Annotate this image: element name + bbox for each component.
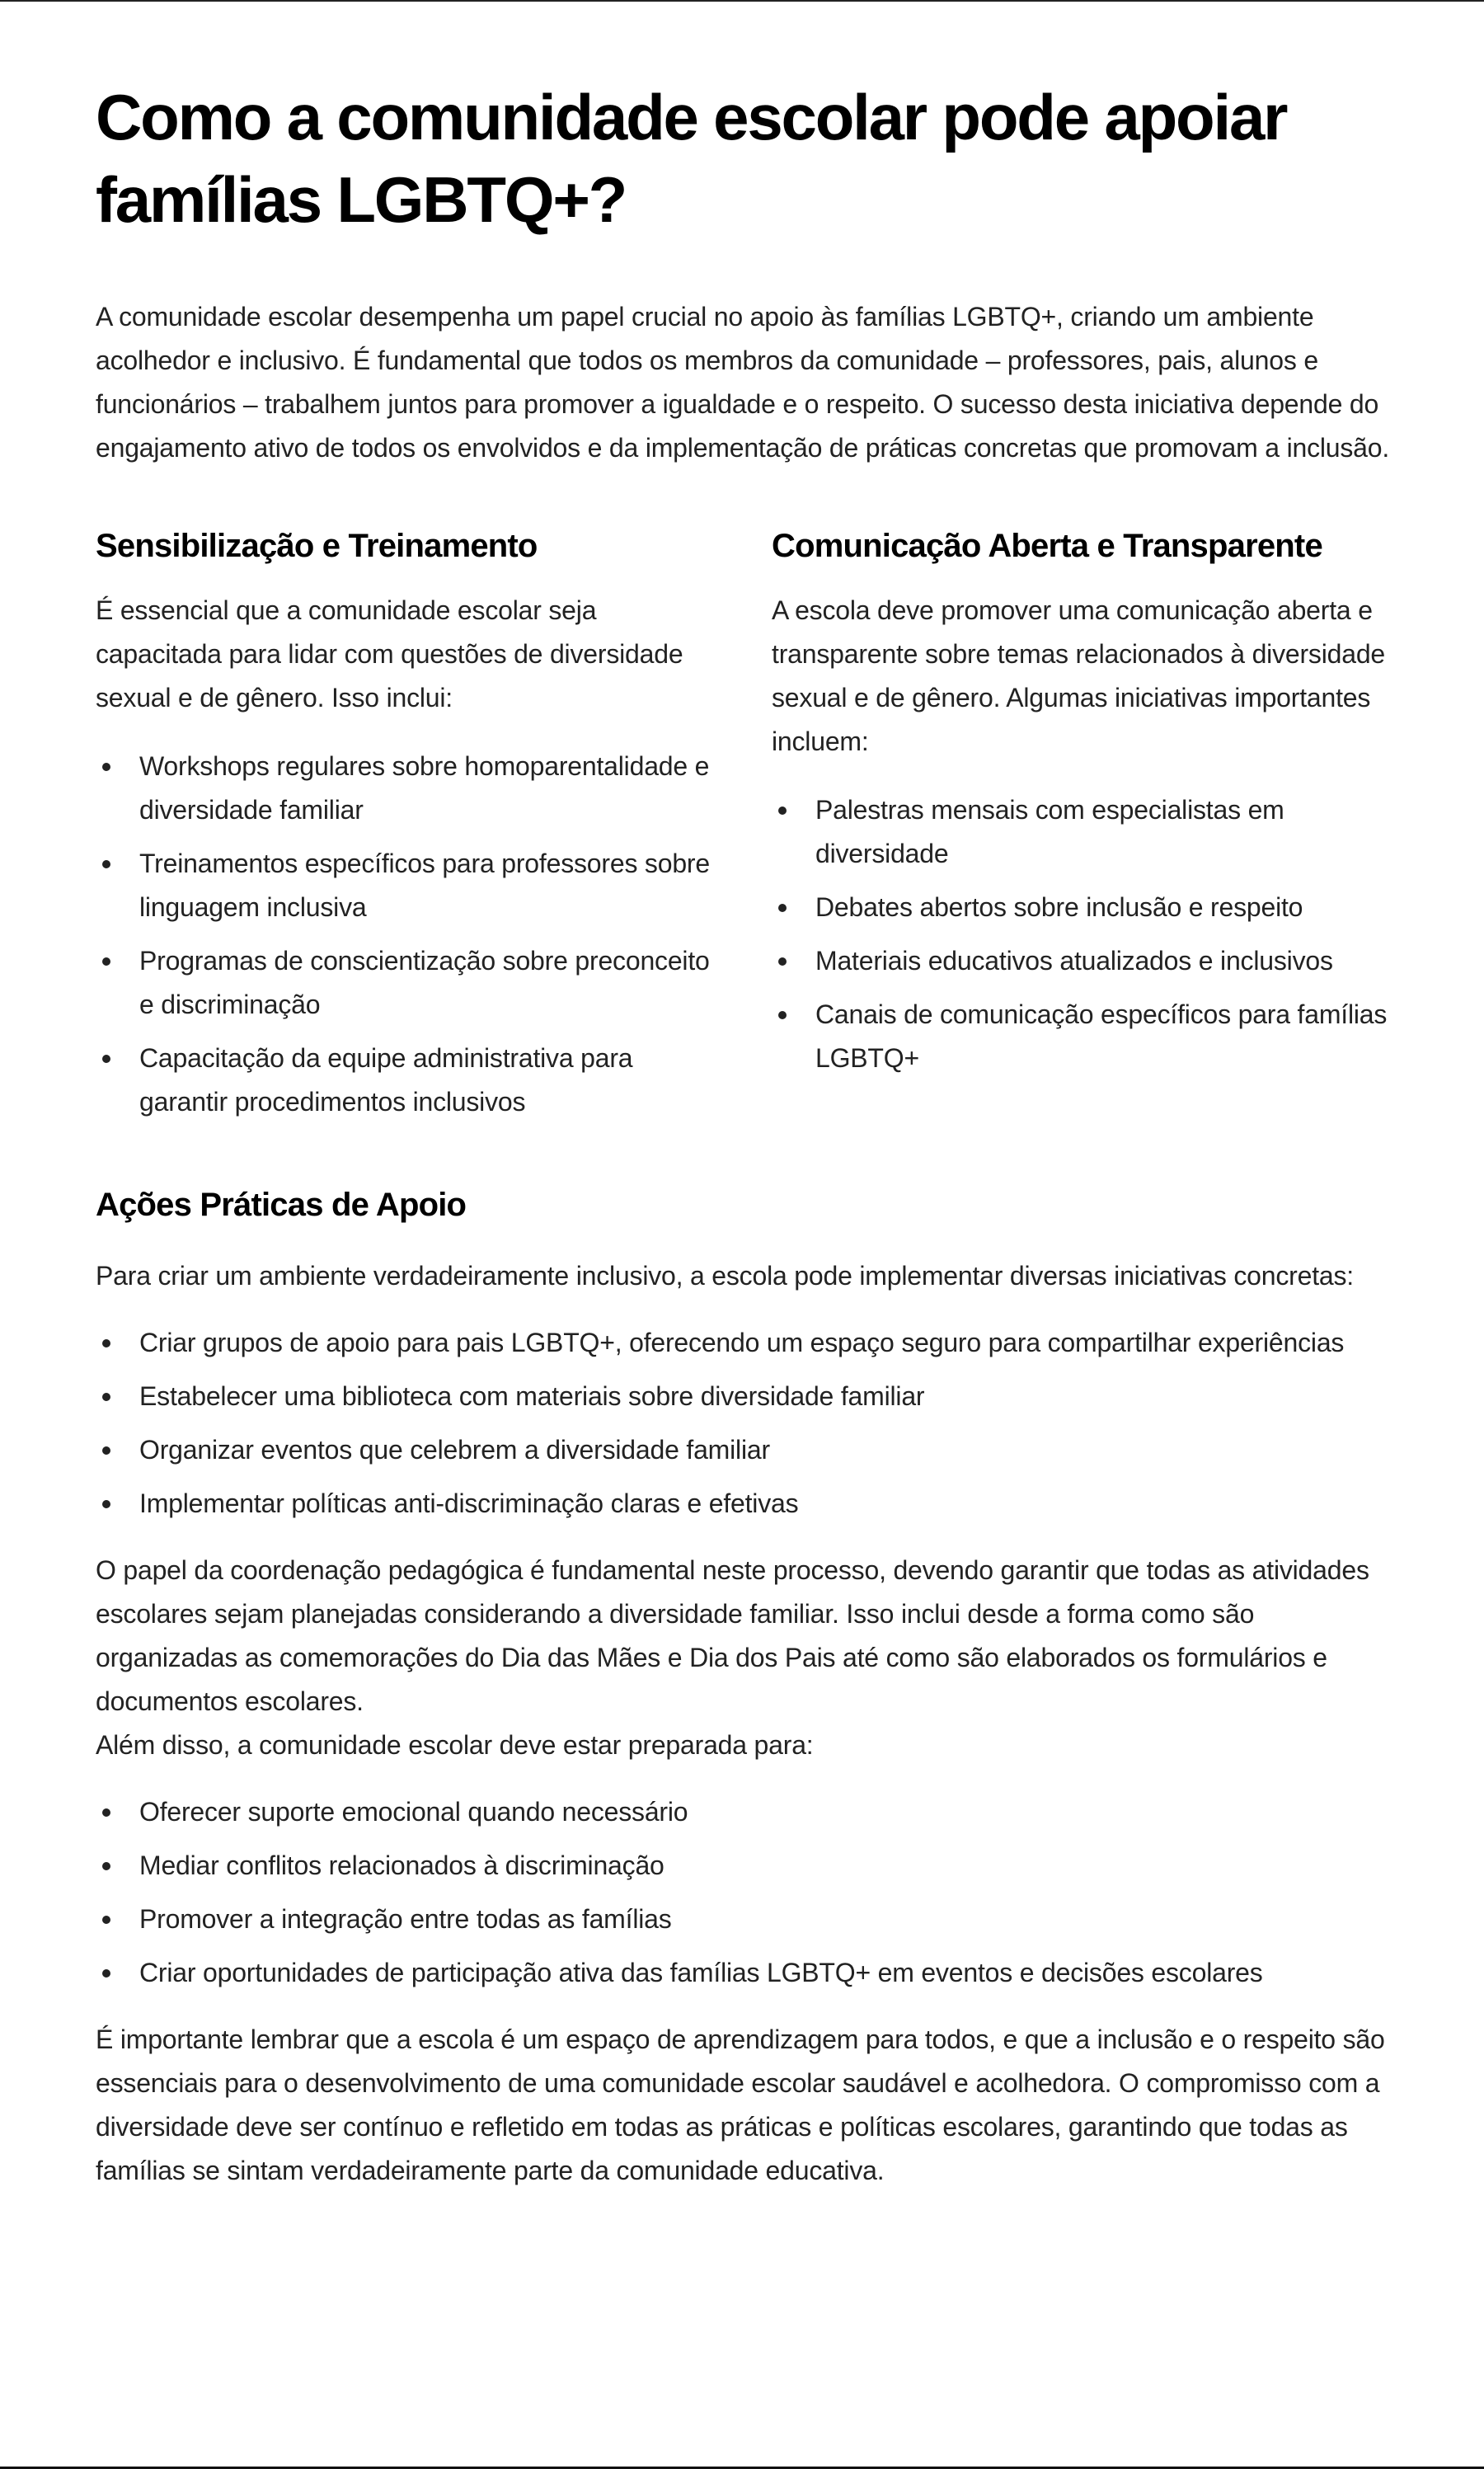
- two-column-section: [96, 524, 1390, 1134]
- top-border: [0, 0, 1484, 2]
- list-item: Canais de comunicação específicos para famílias LGBTQ+: [772, 993, 1390, 1080]
- intro-paragraph: A comunidade escolar desempenha um papel crucial no apoio às famílias LGBTQ+, criando um ambiente acolhedor e inclusivo. É fundamental que todos os membros da comunidade – professores, pais, alunos e funcionários – trabalhem juntos para promover a igualdade e o respeito. O sucesso desta iniciativa depende do engajamento ativo de todos os envolvidos e da implementação de práticas concretas que promovam a inclusão.: [96, 302, 1390, 463]
- list-item: Programas de conscientização sobre preconceito e discriminação: [96, 939, 714, 1027]
- bullet-list: [96, 745, 714, 1124]
- list-item: Criar grupos de apoio para pais LGBTQ+, oferecendo um espaço seguro para compartilhar experiências: [96, 1321, 1390, 1365]
- list-item: Oferecer suporte emocional quando necessário: [96, 1790, 1390, 1834]
- list-item: Workshops regulares sobre homoparentalidade e diversidade familiar: [96, 745, 714, 832]
- article: [96, 76, 1390, 2193]
- bullet-list: [772, 788, 1390, 1080]
- section-heading: Ações Práticas de Apoio: [96, 1187, 467, 1223]
- list-item: Capacitação da equipe administrativa para garantir procedimentos inclusivos: [96, 1037, 714, 1124]
- section-heading: Sensibilização e Treinamento: [96, 528, 538, 564]
- practical-actions-section: [96, 1183, 1390, 2193]
- section-heading: Comunicação Aberta e Transparente: [772, 528, 1322, 564]
- bullet-list: [96, 1790, 1390, 1995]
- list-item: Treinamentos específicos para professores sobre linguagem inclusiva: [96, 842, 714, 929]
- page-title: Como a comunidade escolar pode apoiar famílias LGBTQ+?: [96, 81, 1287, 236]
- column-comunicacao: [772, 524, 1390, 1134]
- section-paragraph: Para criar um ambiente verdadeiramente inclusivo, a escola pode implementar diversas iniciativas concretas:: [96, 1261, 1354, 1291]
- section-paragraph: É essencial que a comunidade escolar seja capacitada para lidar com questões de diversidade sexual e de gênero. Isso inclui:: [96, 595, 683, 712]
- list-item: Implementar políticas anti-discriminação claras e efetivas: [96, 1482, 1390, 1526]
- list-item: Debates abertos sobre inclusão e respeito: [772, 886, 1390, 929]
- list-item: Promover a integração entre todas as famílias: [96, 1898, 1390, 1941]
- closing-paragraph: É importante lembrar que a escola é um espaço de aprendizagem para todos, e que a inclusão e o respeito são essenciais para o desenvolvimento de uma comunidade escolar saudável e acolhedora. O compromisso com a diversidade deve ser contínuo e refletido em todas as práticas e políticas escolares, garantindo que todas as famílias se sintam verdadeiramente parte da comunidade educativa.: [96, 2025, 1385, 2185]
- column-sensibilizacao: [96, 524, 714, 1134]
- list-item: Materiais educativos atualizados e inclusivos: [772, 939, 1390, 983]
- list-item: Palestras mensais com especialistas em diversidade: [772, 788, 1390, 876]
- list-item: Mediar conflitos relacionados à discriminação: [96, 1844, 1390, 1888]
- list-item: Estabelecer uma biblioteca com materiais sobre diversidade familiar: [96, 1375, 1390, 1418]
- section-paragraph: A escola deve promover uma comunicação aberta e transparente sobre temas relacionados à diversidade sexual e de gênero. Algumas iniciativas importantes incluem:: [772, 595, 1386, 756]
- bullet-list: [96, 1321, 1390, 1526]
- coordination-paragraph: O papel da coordenação pedagógica é fundamental neste processo, devendo garantir que todas as atividades escolares sejam planejadas considerando a diversidade familiar. Isso inclui desde a forma como são organizadas as comemorações do Dia das Mães e Dia dos Pais até como são elaborados os formulários e documentos escolares.: [96, 1555, 1369, 1716]
- list-item: Organizar eventos que celebrem a diversidade familiar: [96, 1428, 1390, 1472]
- preparation-paragraph: Além disso, a comunidade escolar deve estar preparada para:: [96, 1730, 814, 1760]
- list-item: Criar oportunidades de participação ativa das famílias LGBTQ+ em eventos e decisões escolares: [96, 1951, 1390, 1995]
